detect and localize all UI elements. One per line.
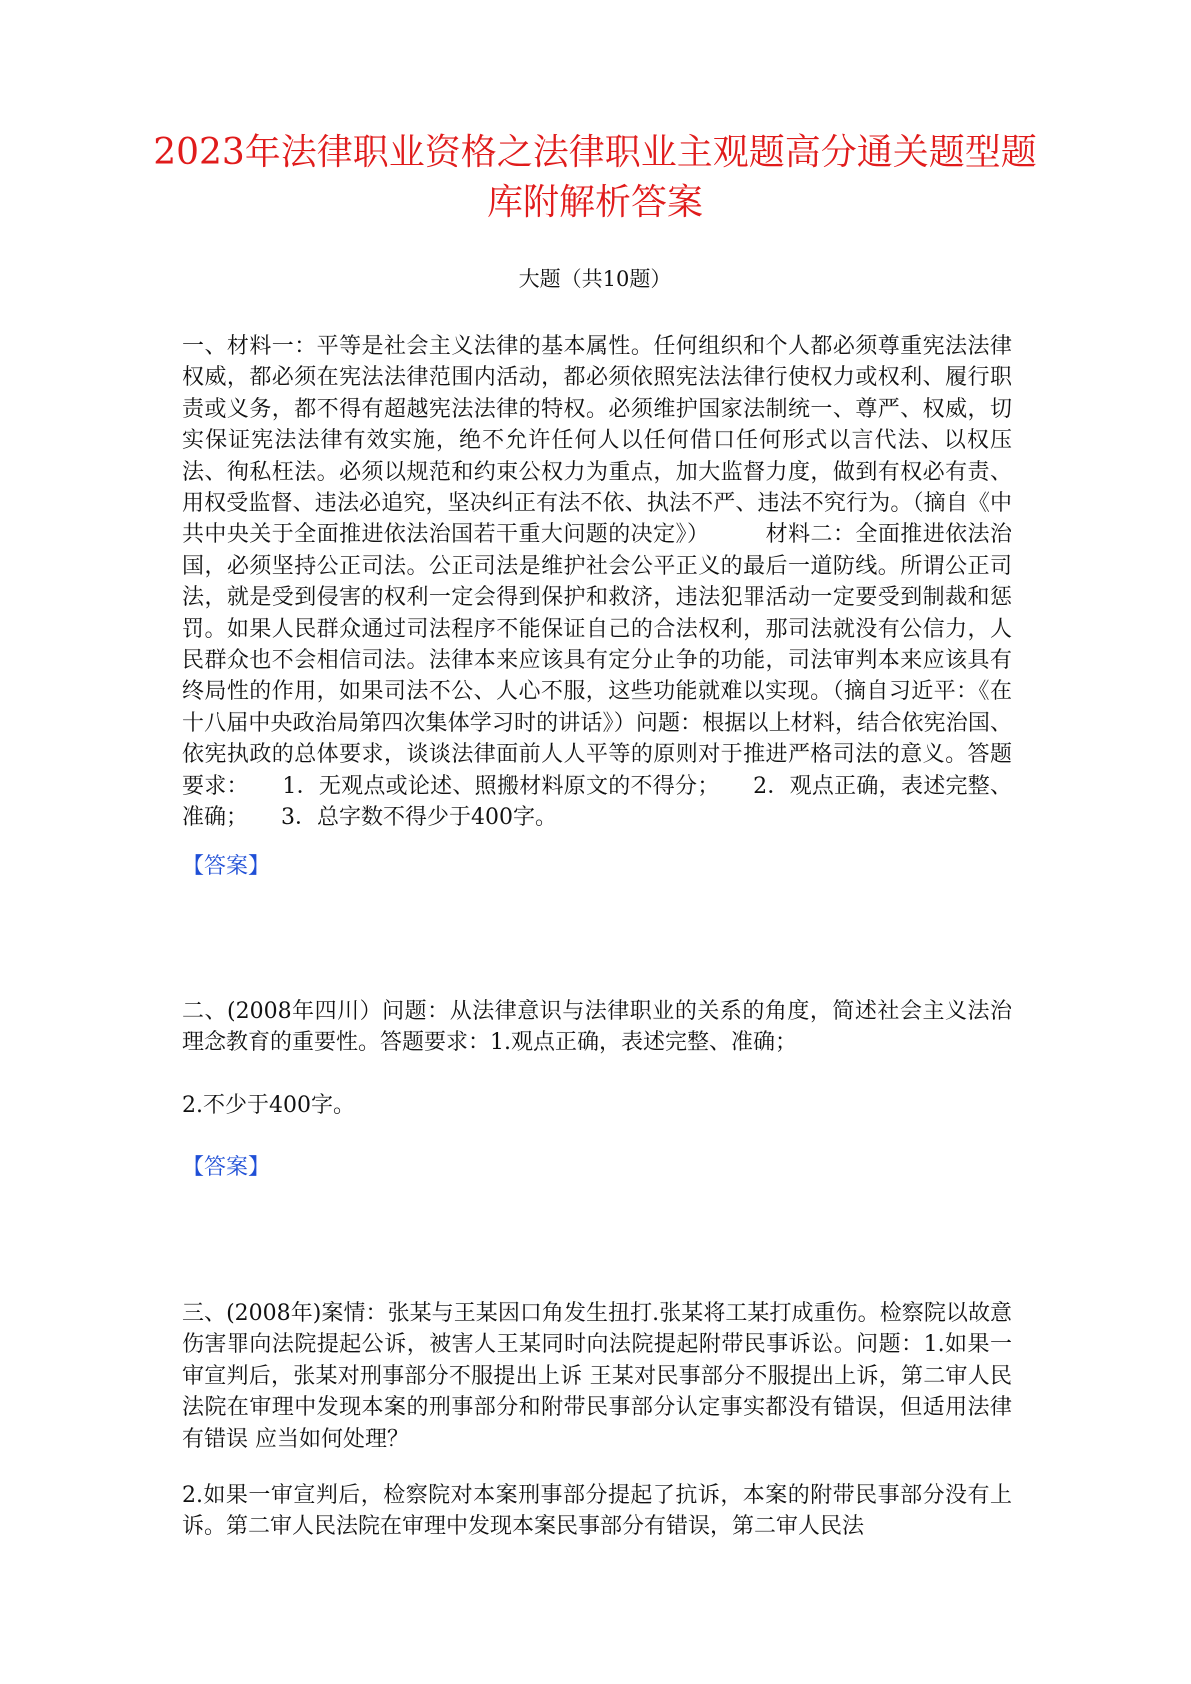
question-1-text: 一、材料一：平等是社会主义法律的基本属性。任何组织和个人都必须尊重宪法法律权威，都必须在宪法法律范围内活动，都必须依照宪法法律行使权力或权利、履行职责或义务，都不得有超越宪法法律的特权。必须维护国家法制统一、尊严、权威，切实保证宪法法律有效实施，绝不允许任何人以任何借口任何形式以言代法、以权压法、徇私枉法。必须以规范和约束公权力为重点，加大监督力度，做到有权必有责、用权受监督、违法必追究，坚决纠正有法不依、执法不严、违法不究行为。（摘自《中共中央关于全面推进依法治国若干重大问题的决定》） 材料二：全面推进依法治国，必须坚持公正司法。公正司法是维护社会公平正义的最后一道防线。所谓公正司法，就是受到侵害的权利一定会得到保护和救济，违法犯罪活动一定要受到制裁和惩罚。如果人民群众通过司法程序不能保证自己的合法权利，那司法就没有公信力，人民群众也不会相信司法。法律本来应该具有定分止争的功能，司法审判本来应该具有终局性的作用，如果司法不公、人心不服，这些功能就难以实现。（摘自习近平：《在十八届中央政治局第四次集体学习时的讲话》）问题：根据以上材料，结合依宪治国、依宪执政的总体要求，谈谈法律面前人人平等的原则对于推进严格司法的意义。答题要求： 1．无观点或论述、照搬材料原文的不得分； 2．观点正确，表述完整、准确； 3．总字数不得少于400字。 — [182, 334, 1012, 831]
question-1-answer-label: 【答案】 — [182, 854, 271, 879]
question-3-text-continued: 2.如果一审宣判后，检察院对本案刑事部分提起了抗诉，本案的附带民事部分没有上诉。第二审人民法院在审理中发现本案民事部分有错误，第二审人民法 — [182, 1483, 1012, 1540]
section-heading: 大题（共10题） — [518, 267, 672, 291]
question-2-answer-label: 【答案】 — [182, 1155, 271, 1180]
question-2-text-continued: 2.不少于400字。 — [182, 1093, 355, 1118]
document-title: 2023年法律职业资格之法律职业主观题高分通关题型题库附解析答案 — [153, 132, 1037, 223]
question-2-text: 二、(2008年四川）问题：从法律意识与法律职业的关系的角度，简述社会主义法治理念教育的重要性。答题要求：1.观点正确，表述完整、准确； — [182, 999, 1012, 1056]
question-3-text: 三、(2008年)案情：张某与王某因口角发生扭打.张某将工某打成重伤。检察院以故意伤害罪向法院提起公诉，被害人王某同时向法院提起附带民事诉讼。问题：1.如果一审宣判后，张某对刑事部分不服提出上诉 王某对民事部分不服提出上诉，第二审人民法院在审理中发现本案的刑事部分和附带民事部分认定事实都没有错误，但适用法律有错误 应当如何处理？ — [182, 1301, 1012, 1452]
